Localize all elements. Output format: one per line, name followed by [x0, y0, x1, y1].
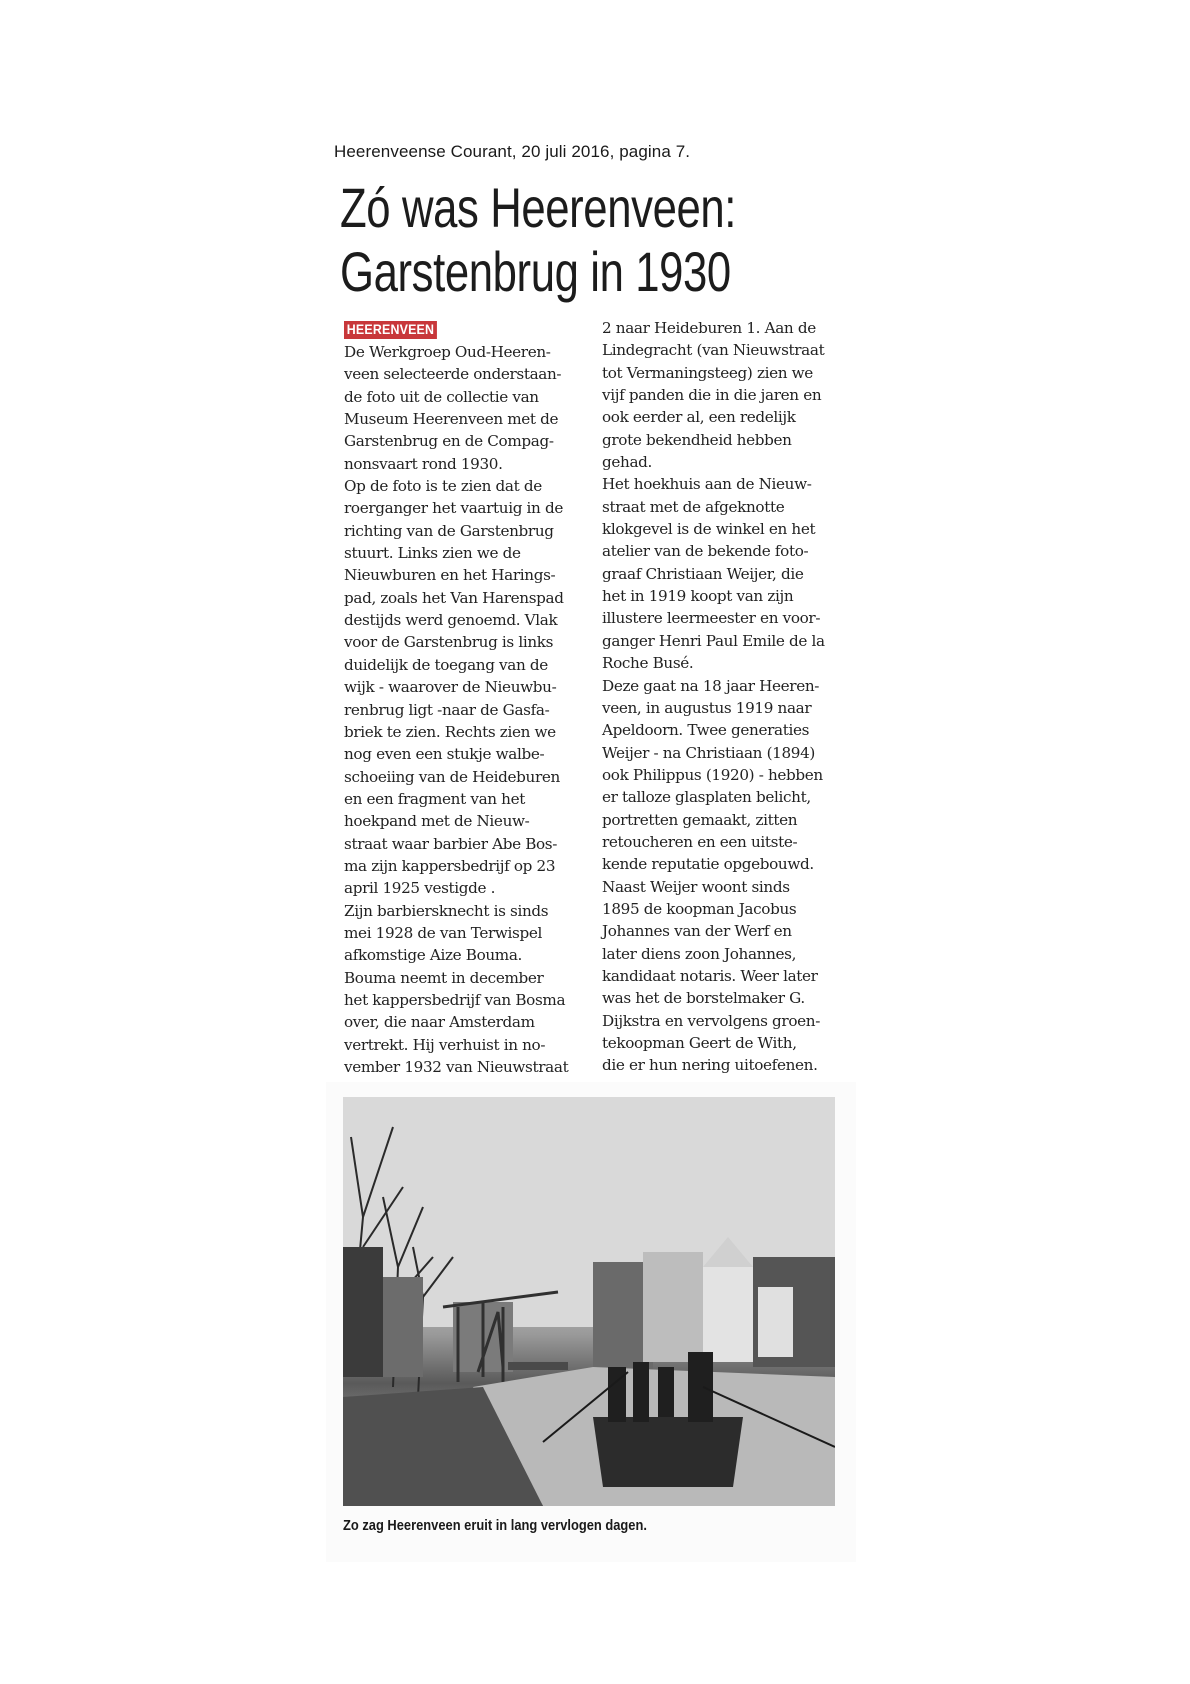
article-line: nonsvaart rond 1930. — [344, 454, 503, 473]
article-line: ganger Henri Paul Emile de la — [602, 631, 825, 650]
article-line: later diens zoon Johannes, — [602, 944, 797, 963]
article-line: De Werkgroep Oud-Heeren- — [344, 343, 551, 361]
article-line: kende reputatie opgebouwd. — [602, 855, 814, 874]
article-line: ook Philippus (1920) - hebben — [602, 765, 823, 784]
article-line: klokgevel is de winkel en het — [602, 520, 816, 539]
photo-illustration — [343, 1097, 835, 1506]
article-line: Lindegracht (van Nieuwstraat — [602, 341, 825, 360]
article-line: kandidaat notaris. Weer later — [602, 966, 818, 985]
article-line: Garstenbrug en de Compag- — [344, 432, 554, 451]
article-line: Naast Weijer woont sinds — [602, 877, 790, 896]
headline-line-2: Garstenbrug in 1930 — [340, 240, 731, 303]
article-line: veen selecteerde onderstaan- — [344, 365, 562, 384]
article-line: atelier van de bekende foto- — [602, 542, 809, 561]
article-line: gehad. — [602, 453, 652, 472]
article-line: retoucheren en een uitste- — [602, 832, 798, 851]
article-line: hoekpand met de Nieuw- — [344, 812, 530, 831]
article-line: straat waar barbier Abe Bos- — [344, 834, 558, 853]
article-line: Apeldoorn. Twee generaties — [602, 721, 810, 740]
article-line: duidelijk de toegang van de — [344, 655, 548, 674]
article-line: Deze gaat na 18 jaar Heeren- — [602, 676, 820, 695]
article-line: er talloze glasplaten belicht, — [602, 788, 811, 807]
article-line: april 1925 vestigde . — [344, 879, 496, 898]
article-line: Museum Heerenveen met de — [344, 410, 559, 429]
source-line: Heerenveense Courant, 20 juli 2016, pagina 7. — [334, 142, 691, 161]
article-line: die er hun nering uitoefenen. — [602, 1056, 818, 1075]
article-line: mei 1928 de van Terwispel — [344, 923, 543, 942]
article-line: Roche Busé. — [602, 654, 694, 673]
article-line: ook eerder al, een redelijk — [602, 408, 796, 427]
article-line: voor de Garstenbrug is links — [344, 633, 554, 652]
article-line: vertrekt. Hij verhuist in no- — [344, 1035, 546, 1054]
column-right-text — [602, 317, 867, 1077]
article-column-left — [344, 318, 589, 1078]
article-line: en een fragment van het — [344, 789, 526, 808]
article-line: over, die naar Amsterdam — [344, 1013, 535, 1032]
article-line: tekoopman Geert de With, — [602, 1034, 797, 1052]
article-line: Het hoekhuis aan de Nieuw- — [602, 475, 812, 494]
article-line: afkomstige Aize Bouma. — [344, 946, 523, 965]
article-line: roerganger het vaartuig in de — [344, 499, 563, 518]
article-line: Zijn barbiersknecht is sinds — [344, 901, 549, 920]
article-line: veen, in augustus 1919 naar — [602, 698, 812, 717]
dateline-badge: HEERENVEEN — [344, 321, 437, 339]
article-line: illustere leermeester en voor- — [602, 609, 821, 628]
article-line: het in 1919 koopt van zijn — [602, 587, 794, 606]
article-line: grote bekendheid hebben — [602, 430, 792, 449]
article-line: richting van de Garstenbrug — [344, 521, 554, 540]
column-left-text — [344, 341, 589, 1078]
article-line: destijds werd genoemd. Vlak — [344, 611, 558, 630]
historic-photo — [343, 1097, 835, 1506]
article-line: ma zijn kappersbedrijf op 23 — [344, 856, 556, 875]
article-line: was het de borstelmaker G. — [602, 989, 805, 1008]
article-line: tot Vermaningsteeg) zien we — [602, 363, 813, 382]
article-line: vember 1932 van Nieuwstraat — [344, 1058, 569, 1076]
article-line: het kappersbedrijf van Bosma — [344, 990, 566, 1009]
article-line: Nieuwburen en het Harings- — [344, 566, 556, 585]
article-line: Dijkstra en vervolgens groen- — [602, 1011, 820, 1030]
article-line: Bouma neemt in december — [344, 968, 544, 987]
article-line: schoeiing van de Heideburen — [344, 767, 560, 786]
article-column-right — [602, 317, 867, 1077]
headline-line-1: Zó was Heerenveen: — [340, 176, 737, 239]
article-line: Op de foto is te zien dat de — [344, 477, 542, 496]
article-line: renbrug ligt -naar de Gasfa- — [344, 700, 550, 719]
article-line: Johannes van der Werf en — [602, 922, 792, 941]
article-line: nog even een stukje walbe- — [344, 745, 545, 764]
article-line: wijk - waarover de Nieuwbu- — [344, 678, 557, 697]
article-line: briek te zien. Rechts zien we — [344, 722, 556, 741]
headline — [340, 176, 746, 304]
article-line: stuurt. Links zien we de — [344, 544, 521, 563]
article-line: straat met de afgeknotte — [602, 497, 785, 516]
photo-caption: Zo zag Heerenveen eruit in lang vervlogen dagen. — [343, 1517, 647, 1534]
article-line: 2 naar Heideburen 1. Aan de — [602, 319, 816, 337]
article-line: Weijer - na Christiaan (1894) — [602, 743, 815, 762]
article-line: 1895 de koopman Jacobus — [602, 899, 797, 918]
article-line: de foto uit de collectie van — [344, 387, 539, 406]
article-line: graaf Christiaan Weijer, die — [602, 564, 804, 583]
article-line: pad, zoals het Van Harenspad — [344, 588, 564, 607]
article-line: vijf panden die in die jaren en — [602, 386, 822, 405]
article-line: portretten gemaakt, zitten — [602, 810, 798, 829]
